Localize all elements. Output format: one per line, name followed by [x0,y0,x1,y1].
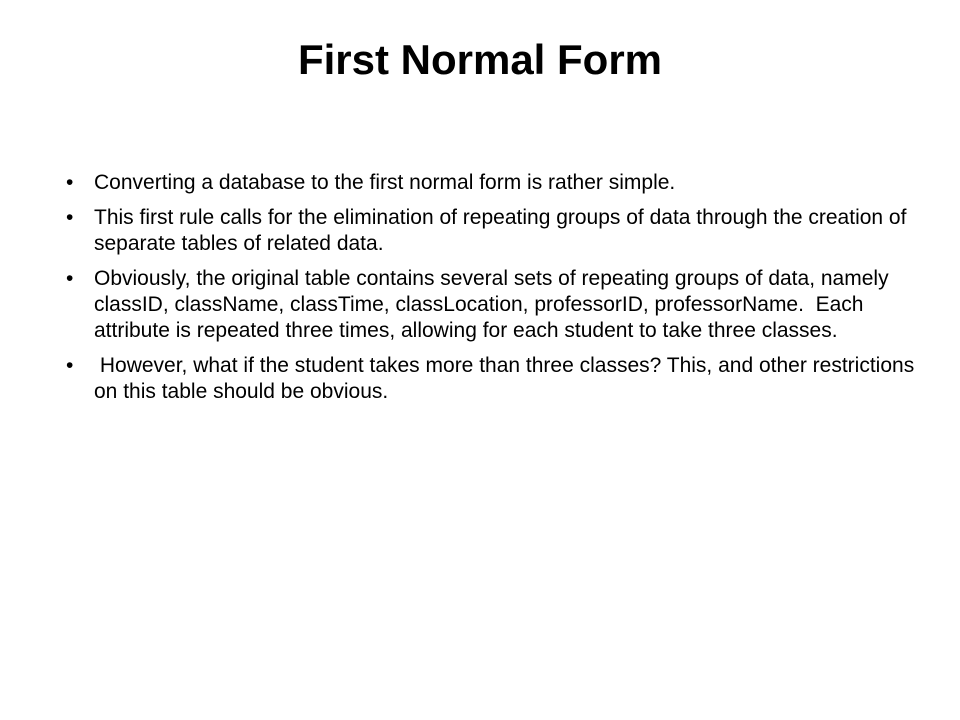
bullet-icon: • [66,354,74,377]
bullet-item [60,353,920,405]
bullet-icon: • [66,267,74,290]
bullet-text: However, what if the student takes more than three classes? This, and other restrictions on this table should be obvious. [94,354,921,403]
bullet-list [60,170,920,414]
bullet-item [60,205,920,257]
bullet-text: This first rule calls for the elimination of repeating groups of data through the creation of separate tables of related data. [94,206,913,255]
bullet-text: Converting a database to the first normal form is rather simple. [94,171,676,194]
bullet-icon: • [66,206,74,229]
slide-title: First Normal Form [297,36,663,83]
bullet-item [60,266,920,344]
bullet-text: Obviously, the original table contains several sets of repeating groups of data, namely classID, className, classTime, classLocation, professorID, professorName. Each attribute is repeated three times, allowing for each student to take three classes. [94,267,895,342]
bullet-icon: • [66,171,74,194]
bullet-item [60,170,920,196]
